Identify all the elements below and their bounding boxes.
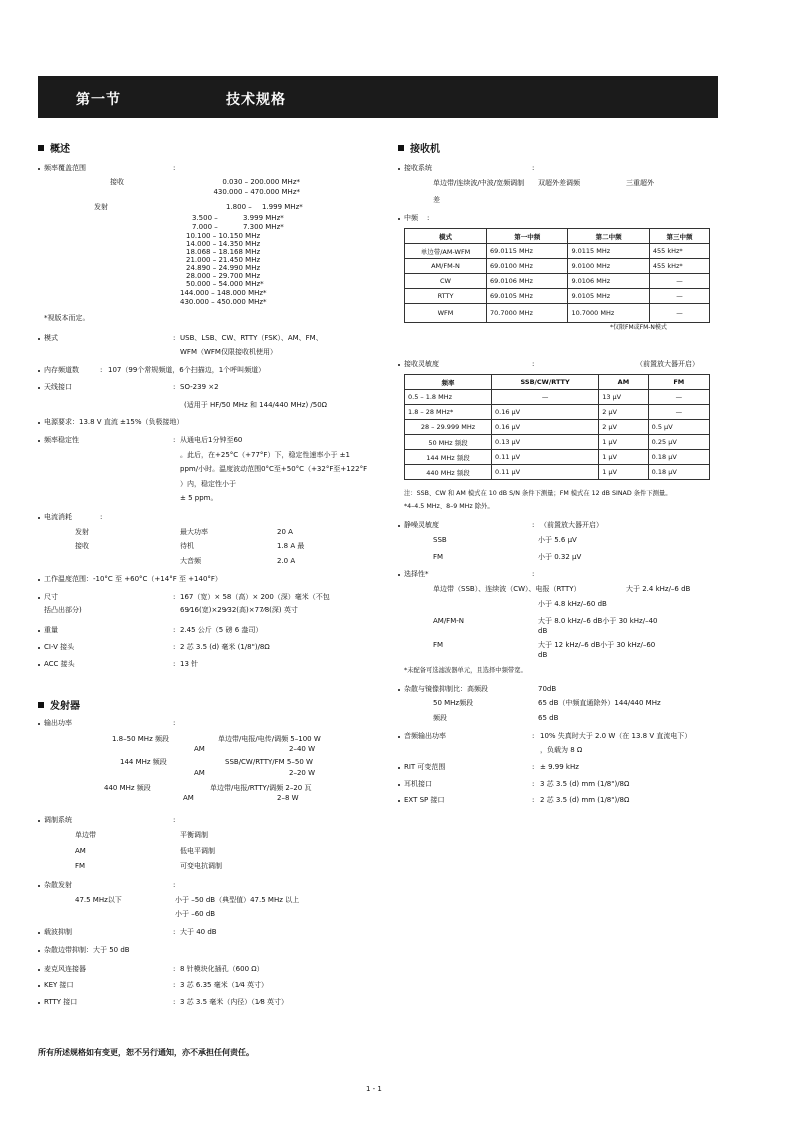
current-label: 电流消耗 <box>44 513 72 521</box>
table-cell: 1 μV <box>599 435 648 450</box>
tx-current: 20 A <box>277 528 293 536</box>
squelch-condition: （前置放大器开启） <box>540 521 603 529</box>
table-cell: — <box>648 390 709 405</box>
table-cell: 455 kHz* <box>649 259 709 274</box>
carrier-value: 大于 40 dB <box>180 928 217 936</box>
sideband-suppression: 杂散边带抑制：大于 50 dB <box>44 946 130 954</box>
table-cell: 0.18 μV <box>648 450 709 465</box>
memory-label: 内存频道数 <box>44 366 79 374</box>
disclaimer: 所有所述规格如有变更，恕不另行通知，亦不承担任何责任。 <box>38 1048 254 1057</box>
table-cell: CW <box>405 274 487 289</box>
rx-label: 接收 <box>75 542 89 550</box>
audio-output-value: ，负载为 8 Ω <box>540 746 583 754</box>
table-cell: 2 μV <box>599 405 648 420</box>
tx-range: 1.800 – <box>226 203 252 211</box>
table-header: 频率 <box>405 375 492 390</box>
selectivity-value: dB <box>538 651 548 659</box>
output-am-value: 2–20 W <box>289 769 316 777</box>
table-cell: 0.16 μV <box>492 405 599 420</box>
civ-value: 2 芯 3.5 (d) 毫米 (1/8")/8Ω <box>180 643 270 651</box>
selectivity-note: *未配备可选滤波器单元，且选择中频带宽。 <box>404 667 527 674</box>
spurious-image-value: 65 dB <box>538 714 559 722</box>
phones-label: 耳机接口 <box>404 780 432 788</box>
section-header <box>38 76 718 118</box>
power-requirement: 电源要求：13.8 V 直流 ±15%（负极接地） <box>44 418 184 426</box>
spurious-value: 小于 –50 dB（典型值）47.5 MHz 以上 <box>175 896 300 904</box>
table-header: 第二中频 <box>568 229 649 244</box>
stability-line: ± 5 ppm。 <box>180 494 218 502</box>
spurious-image-value: 65 dB（中频直通除外）144/440 MHz <box>538 699 661 707</box>
squelch-label: 静噪灵敏度 <box>404 521 439 529</box>
selectivity-value: 大于 8.0 kHz/–6 dB小于 30 kHz/–40 <box>538 617 658 625</box>
table-cell: 144 MHz 频段 <box>405 450 492 465</box>
output-band: 144 MHz 频段 <box>120 758 167 766</box>
receiver-heading: 接收机 <box>398 140 440 155</box>
transmitter-heading: 发射器 <box>38 697 80 712</box>
table-cell: 0.13 μV <box>492 435 599 450</box>
sensitivity-table <box>404 374 710 480</box>
table-row <box>405 259 710 274</box>
tx-label: 发射 <box>75 528 89 536</box>
spurious-image-band: 50 MHz频段 <box>433 699 474 707</box>
mod-name: 单边带 <box>75 831 96 839</box>
rx-system-value: 三重超外 <box>626 179 654 187</box>
page-number: 1 - 1 <box>366 1085 382 1093</box>
table-cell: 50 MHz 频段 <box>405 435 492 450</box>
output-am-value: 2–40 W <box>289 745 316 753</box>
tx-mode: 最大功率 <box>180 528 208 536</box>
size-value: 167（宽）× 58（高）× 200（深）毫米（不包 <box>180 593 330 601</box>
table-header: AM <box>599 375 648 390</box>
table-header: FM <box>648 375 709 390</box>
modulation-label: 调制系统 <box>44 816 72 824</box>
table-cell: — <box>649 304 709 323</box>
table-row <box>405 289 710 304</box>
table-row <box>405 435 710 450</box>
mode-label: 模式 <box>44 334 58 342</box>
civ-label: CI-V 接头 <box>44 643 75 651</box>
table-cell: 28 – 29.999 MHz <box>405 420 492 435</box>
rit-value: ± 9.99 kHz <box>540 763 579 771</box>
mod-value: 低电平调制 <box>180 847 215 855</box>
squelch-value: 小于 5.6 μV <box>538 536 577 544</box>
table-cell: 0.11 μV <box>492 450 599 465</box>
squelch-mode: FM <box>433 553 444 561</box>
weight-value: 2.45 公斤（5 磅 6 盎司） <box>180 626 263 634</box>
tx-range: 3.999 MHz* <box>243 214 284 222</box>
table-cell: 1.8 – 28 MHz* <box>405 405 492 420</box>
table-cell: 9.0105 MHz <box>568 289 649 304</box>
table-row <box>405 465 710 480</box>
size-value: 69⁄16(宽)×29⁄32(高)×77⁄8(深) 英寸 <box>180 606 298 614</box>
rx-system-value: 双超外差调频 <box>538 179 580 187</box>
table-row <box>405 450 710 465</box>
spurious-image-value: 70dB <box>538 685 557 693</box>
table-row <box>405 420 710 435</box>
table-cell: 单边带/AM-WFM <box>405 244 487 259</box>
spurious-image-band: 频段 <box>433 714 447 722</box>
table-header: SSB/CW/RTTY <box>492 375 599 390</box>
transmit-label: 发射 <box>94 203 108 211</box>
ext-sp-value: 2 芯 3.5 (d) mm (1/8")/8Ω <box>540 796 630 804</box>
rx-system-value: 单边带/连续波/中波/宽频调制 <box>433 179 525 187</box>
table-cell: — <box>649 289 709 304</box>
mod-value: 平衡调制 <box>180 831 208 839</box>
table-cell: 69.0105 MHz <box>487 289 568 304</box>
freq-note: *视版本而定。 <box>44 314 90 322</box>
mic-label: 麦克风连接器 <box>44 965 86 973</box>
sensitivity-note: *4–4.5 MHz、8–9 MHz 除外。 <box>404 503 494 510</box>
output-am: AM <box>194 745 205 753</box>
selectivity-value: 大于 12 kHz/–6 dB小于 30 kHz/–60 <box>538 641 656 649</box>
output-am-value: 2–8 W <box>277 794 299 802</box>
table-cell: 0.25 μV <box>648 435 709 450</box>
tx-range: 21.000 – 21.450 MHz <box>186 256 261 264</box>
table-cell: 69.0100 MHz <box>487 259 568 274</box>
table-row <box>405 244 710 259</box>
rx-range-1: 0.030 – 200.000 MHz* <box>222 178 300 186</box>
output-mode: 单边带/电报/RTTY/调频 2–20 瓦 <box>210 784 312 792</box>
sensitivity-note: 注：SSB、CW 和 AM 模式在 10 dB S/N 条件下测量；FM 模式在 12 dB SINAD 条件下测量。 <box>404 490 672 497</box>
rx-mode: 大音频 <box>180 557 201 565</box>
table-cell: 9.0100 MHz <box>568 259 649 274</box>
table-row <box>405 390 710 405</box>
table-cell: 440 MHz 频段 <box>405 465 492 480</box>
section-title: 技术规格 <box>226 92 286 108</box>
rit-label: RIT 可变范围 <box>404 763 446 771</box>
rtty-value: 3 芯 3.5 毫米（内径）（1⁄8 英寸） <box>180 998 289 1006</box>
rx-system-label: 接收系统 <box>404 164 432 172</box>
table-cell: — <box>649 274 709 289</box>
tx-range: 7.300 MHz* <box>243 223 284 231</box>
stability-line: 从通电后1分钟至60 <box>180 436 243 444</box>
phones-value: 3 芯 3.5 (d) mm (1/8")/8Ω <box>540 780 630 788</box>
key-value: 3 芯 6.35 毫米（1⁄4 英寸） <box>180 981 269 989</box>
tx-range: 24.890 – 24.990 MHz <box>186 264 261 272</box>
spurious-band: 47.5 MHz以下 <box>75 896 122 904</box>
weight-label: 重量 <box>44 626 58 634</box>
rx-current: 2.0 A <box>277 557 296 565</box>
table-cell: — <box>492 390 599 405</box>
output-label: 输出功率 <box>44 719 72 727</box>
mod-value: 可变电抗调制 <box>180 862 222 870</box>
stability-line: 。此后，在+25°C（+77°F）下，稳定性速率小于 ±1 <box>180 451 351 459</box>
overview-heading: 概述 <box>38 140 70 155</box>
mod-name: AM <box>75 847 86 855</box>
table-cell: 69.0115 MHz <box>487 244 568 259</box>
selectivity-mode: FM <box>433 641 444 649</box>
output-band: 440 MHz 频段 <box>104 784 151 792</box>
table-row <box>405 405 710 420</box>
freq-label: 频率覆盖范围 <box>44 164 86 172</box>
rx-system-value: 差 <box>433 196 440 204</box>
output-mode: SSB/CW/RTTY/FM 5–50 W <box>225 758 313 766</box>
squelch-value: 小于 0.32 μV <box>538 553 582 561</box>
table-cell: 69.0106 MHz <box>487 274 568 289</box>
table-cell: 0.16 μV <box>492 420 599 435</box>
sensitivity-condition: （前置放大器开启） <box>636 360 699 368</box>
table-cell: 0.18 μV <box>648 465 709 480</box>
table-row <box>405 274 710 289</box>
table-cell: 0.5 – 1.8 MHz <box>405 390 492 405</box>
table-cell: 0.5 μV <box>648 420 709 435</box>
acc-label: ACC 接头 <box>44 660 75 668</box>
size-note: 括凸出部分) <box>44 606 82 614</box>
table-cell: — <box>648 405 709 420</box>
receive-label: 接收 <box>110 178 124 186</box>
audio-output-label: 音频输出功率 <box>404 732 446 740</box>
tx-range: 18.068 – 18.168 MHz <box>186 248 261 256</box>
key-label: KEY 接口 <box>44 981 74 989</box>
selectivity-mode: 单边带（SSB）、连续波（CW）、电报（RTTY） <box>433 585 581 593</box>
sensitivity-label: 接收灵敏度 <box>404 360 439 368</box>
table-cell: 9.0115 MHz <box>568 244 649 259</box>
table-cell: 0.11 μV <box>492 465 599 480</box>
output-am: AM <box>194 769 205 777</box>
selectivity-value: dB <box>538 627 548 635</box>
ext-sp-label: EXT SP 接口 <box>404 796 445 804</box>
tx-range: 144.000 – 148.000 MHz* <box>180 289 267 297</box>
antenna-label: 天线接口 <box>44 383 72 391</box>
tx-range: 14.000 – 14.350 MHz <box>186 240 261 248</box>
tx-range: 7.000 – <box>192 223 218 231</box>
spurious-label: 杂散发射 <box>44 881 72 889</box>
tx-range: 3.500 – <box>192 214 218 222</box>
selectivity-label: 选择性* <box>404 570 429 578</box>
tx-range: 50.000 – 54.000 MHz* <box>186 280 264 288</box>
table-header: 第一中频 <box>487 229 568 244</box>
tx-range: 10.100 – 10.150 MHz <box>186 232 261 240</box>
if-table <box>404 228 710 323</box>
stability-label: 频率稳定性 <box>44 436 79 444</box>
audio-output-value: 10% 失真时大于 2.0 W（在 13.8 V 直流电下） <box>540 732 692 740</box>
squelch-mode: SSB <box>433 536 447 544</box>
if-label: 中频 <box>404 214 418 222</box>
output-mode: 单边带/电报/电传/调频 5–100 W <box>218 735 321 743</box>
stability-line: ）内，稳定性小于 <box>180 480 236 488</box>
carrier-label: 载波抑制 <box>44 928 72 936</box>
rx-range-2: 430.000 – 470.000 MHz* <box>213 188 300 196</box>
tx-range: 28.000 – 29.700 MHz <box>186 272 261 280</box>
antenna-value: SO-239 ×2 <box>180 383 219 391</box>
tx-range: 1.999 MHz* <box>262 203 303 211</box>
tx-range: 430.000 – 450.000 MHz* <box>180 298 267 306</box>
selectivity-value: 小于 4.8 kHz/–60 dB <box>538 600 607 608</box>
table-cell: 10.7000 MHz <box>568 304 649 323</box>
table-cell: RTTY <box>405 289 487 304</box>
selectivity-value: 大于 2.4 kHz/–6 dB <box>626 585 691 593</box>
selectivity-mode: AM/FM-N <box>433 617 465 625</box>
mode-value: USB、LSB、CW、RTTY（FSK）、AM、FM、 <box>180 334 323 342</box>
spurious-value: 小于 –60 dB <box>175 910 216 918</box>
output-am: AM <box>183 794 194 802</box>
output-band: 1.8–50 MHz 频段 <box>112 735 169 743</box>
table-cell: 1 μV <box>599 450 648 465</box>
if-note: *仅限FM或FM-N模式 <box>610 324 667 331</box>
section-number: 第一节 <box>76 92 121 108</box>
temperature-range: 工作温度范围：-10°C 至 +60°C（+14°F 至 +140°F） <box>44 575 222 583</box>
table-header: 第三中频 <box>649 229 709 244</box>
mod-name: FM <box>75 862 86 870</box>
table-header: 模式 <box>405 229 487 244</box>
table-cell: 1 μV <box>599 465 648 480</box>
table-cell: AM/FM-N <box>405 259 487 274</box>
table-cell: 9.0106 MHz <box>568 274 649 289</box>
rx-current: 1.8 A 最 <box>277 542 305 550</box>
table-cell: 455 kHz* <box>649 244 709 259</box>
table-cell: 2 μV <box>599 420 648 435</box>
table-cell: WFM <box>405 304 487 323</box>
rtty-label: RTTY 接口 <box>44 998 78 1006</box>
memory-value: 107（99个常规频道，6个扫描边，1个呼叫频道） <box>108 366 266 374</box>
mode-value: WFM（WFM仅限接收机使用） <box>180 348 277 356</box>
table-cell: 70.7000 MHz <box>487 304 568 323</box>
acc-value: 13 针 <box>180 660 199 668</box>
table-cell: 13 μV <box>599 390 648 405</box>
stability-line: ppm/小时。温度波动范围0°C至+50°C（+32°F至+122°F <box>180 465 368 473</box>
rx-mode: 待机 <box>180 542 194 550</box>
size-label: 尺寸 <box>44 593 58 601</box>
antenna-value: (适用于 HF/50 MHz 和 144/440 MHz) /50Ω <box>184 401 328 409</box>
table-row <box>405 304 710 323</box>
spurious-image-label: 杂散与镜像抑制比：高频段 <box>404 685 488 693</box>
mic-value: 8 针模块化插孔（600 Ω） <box>180 965 264 973</box>
